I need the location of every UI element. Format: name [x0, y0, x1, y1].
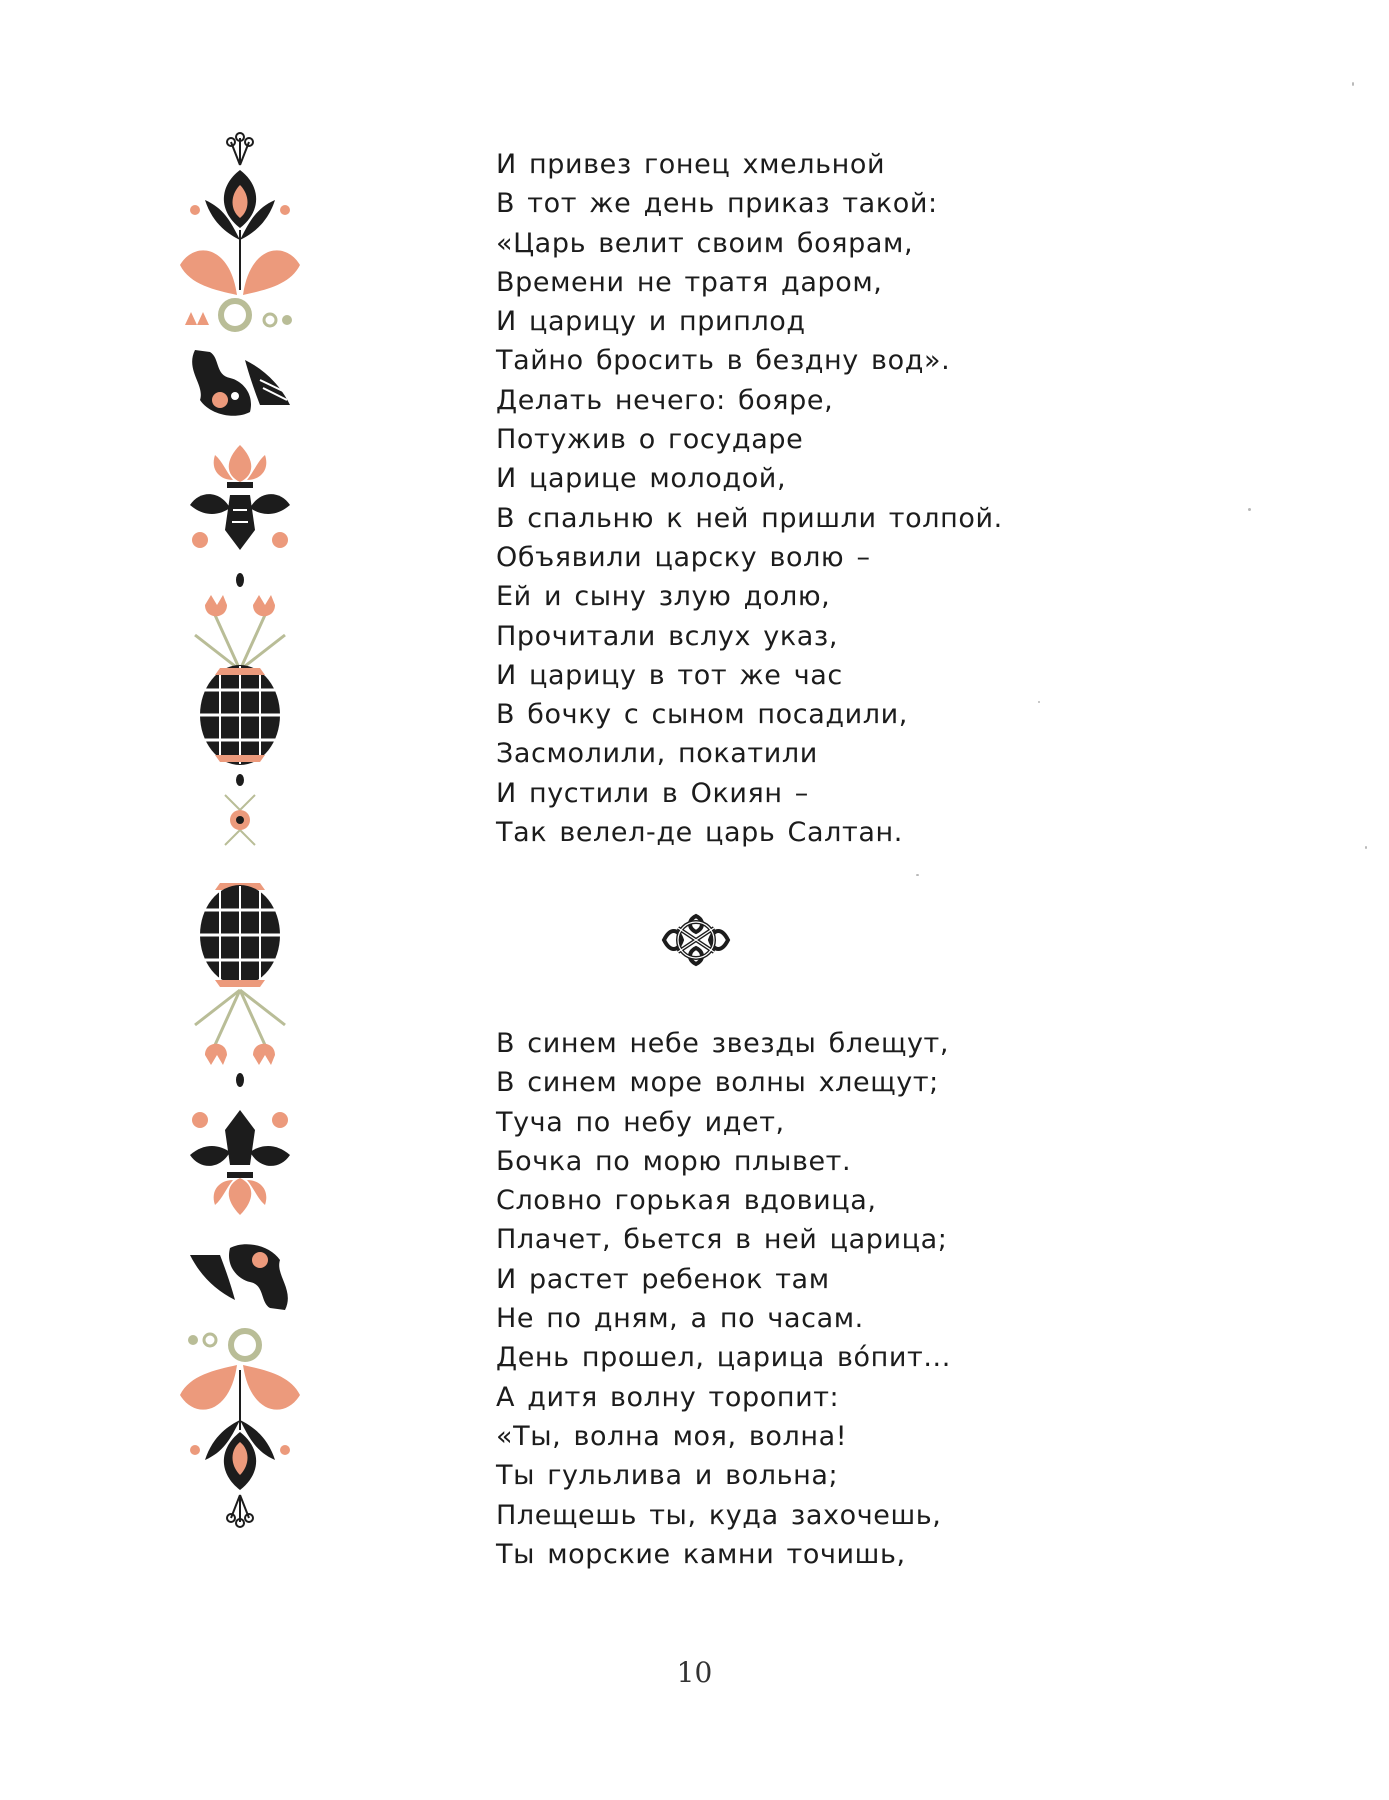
paper-speck — [916, 874, 919, 876]
poem-line: В синем море волны хлещут; — [496, 1067, 939, 1099]
poem-line: День прошел, царица во́пит... — [496, 1342, 951, 1374]
poem-line: В синем небе звезды блещут, — [496, 1028, 950, 1059]
poem-line: В спальню к ней пришли толпой. — [496, 502, 1003, 534]
paper-speck — [1248, 508, 1251, 511]
paper-speck — [1352, 82, 1354, 86]
poem-line: И царице молодой, — [496, 463, 787, 495]
poem-line: Бочка по морю плывет. — [496, 1145, 852, 1177]
poem-line: Засмолили, покатили — [496, 738, 818, 770]
poem-line: Ты морские камни точишь, — [496, 1538, 906, 1570]
poem-line: И царицу в тот же час — [496, 659, 843, 691]
folk-ornament-column — [175, 130, 315, 1600]
poem-stanza-1 — [496, 145, 1196, 852]
folk-ornament-icon — [175, 130, 315, 1600]
paper-speck — [1038, 701, 1040, 703]
poem-line: А дитя волну торопит: — [496, 1381, 840, 1413]
poem-line: В бочку с сыном посадили, — [496, 699, 908, 731]
poem-line: Прочитали вслух указ, — [496, 620, 839, 652]
poem-line: И растет ребенок там — [496, 1263, 830, 1295]
poem-line: Плещешь ты, куда захочешь, — [496, 1499, 942, 1531]
poem-line: И царицу и приплод — [496, 306, 806, 338]
page-number: 10 — [676, 1656, 713, 1689]
paper-speck — [1365, 846, 1367, 849]
poem-stanza-2 — [496, 1024, 1196, 1574]
poem-line: Объявили царску волю – — [496, 541, 871, 573]
celtic-knot-icon — [660, 910, 732, 970]
poem-line: В тот же день приказ такой: — [496, 188, 938, 220]
poem-line: Плачет, бьется в ней царица; — [496, 1224, 948, 1256]
poem-line: Ей и сыну злую долю, — [496, 581, 831, 613]
poem-line: Времени не тратя даром, — [496, 266, 883, 298]
poem-line: И привез гонец хмельной — [496, 149, 886, 180]
poem-line: Так велел-де царь Салтан. — [496, 817, 903, 849]
poem-line: Тайно бросить в бездну вод». — [496, 345, 951, 377]
poem-line: Ты гульлива и вольна; — [496, 1460, 839, 1492]
poem-line: Делать нечего: бояре, — [496, 384, 834, 416]
poem-line: Не по дням, а по часам. — [496, 1303, 864, 1335]
poem-line: Словно горькая вдовица, — [496, 1185, 877, 1217]
poem-line: «Ты, волна моя, волна! — [496, 1420, 848, 1452]
poem-line: Потужив о государе — [496, 424, 804, 456]
poem-line: Туча по небу идет, — [496, 1106, 785, 1138]
poem-line: «Царь велит своим боярам, — [496, 227, 914, 259]
poem-line: И пустили в Окиян – — [496, 777, 809, 809]
